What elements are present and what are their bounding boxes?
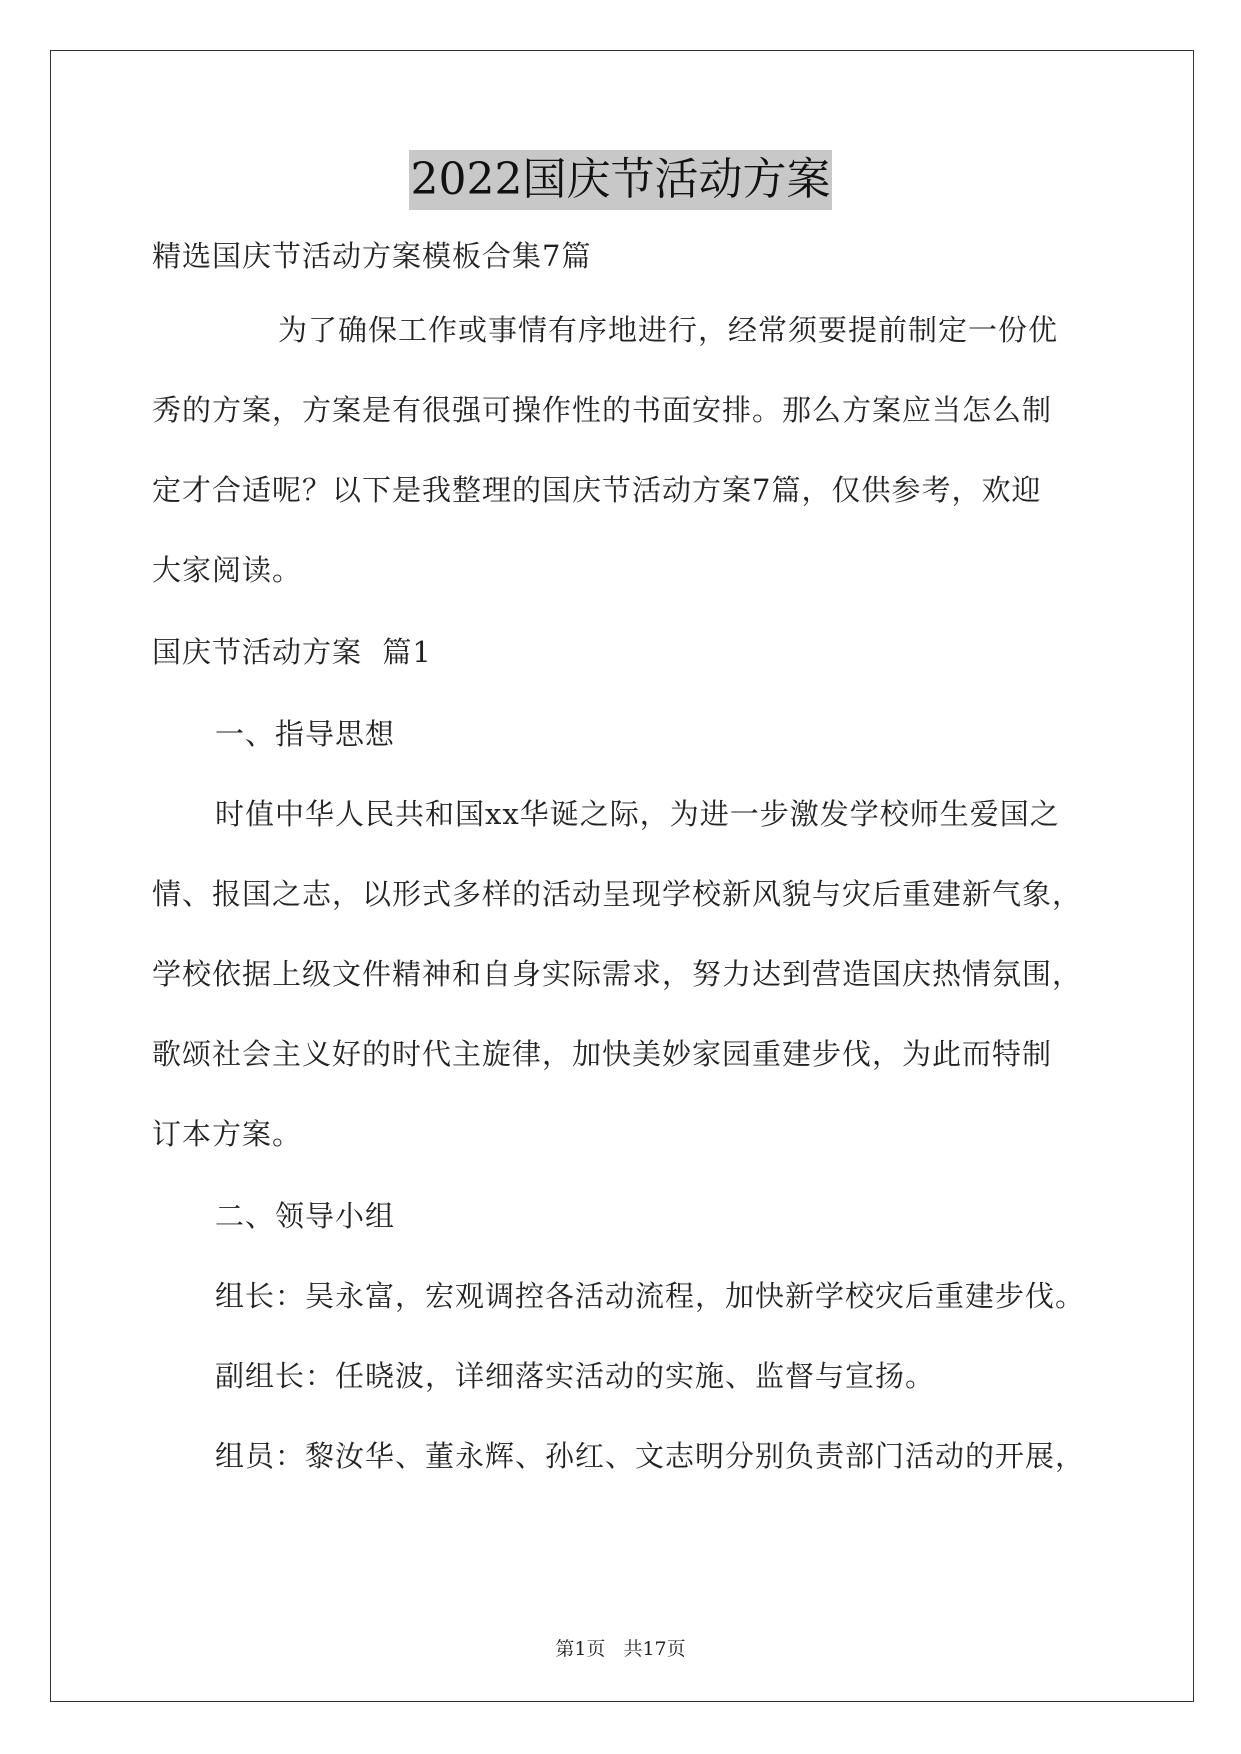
section1-line: 时值中华人民共和国xx华诞之际，为进一步激发学校师生爱国之 xyxy=(215,797,1060,831)
section1-line: 情、报国之志，以形式多样的活动呈现学校新风貌与灾后重建新气象， xyxy=(152,877,1083,911)
section1-paragraph xyxy=(152,774,1092,1174)
member-line: 副组长：任晓波，详细落实活动的实施、监督与宣扬。 xyxy=(215,1359,936,1393)
member-line: 组员：黎汝华、董永辉、孙红、文志明分别负责部门活动的开展， xyxy=(215,1439,1086,1473)
section1-line: 订本方案。 xyxy=(152,1117,303,1151)
document-subtitle: 精选国庆节活动方案模板合集7篇 xyxy=(152,239,592,273)
page-footer xyxy=(0,1634,1241,1661)
section1-line: 学校依据上级文件精神和自身实际需求，努力达到营造国庆热情氛围， xyxy=(152,957,1083,991)
document-body xyxy=(152,236,1092,1516)
document-title: 2022国庆节活动方案 xyxy=(409,150,833,210)
section-heading-leadership-group: 二、领导小组 xyxy=(215,1199,396,1233)
section1-line: 歌颂社会主义好的时代主旋律，加快美妙家园重建步伐，为此而特制 xyxy=(152,1037,1053,1071)
section-heading-guiding-thought: 一、指导思想 xyxy=(215,717,396,751)
intro-line: 定才合适呢？以下是我整理的国庆节活动方案7篇，仅供参考，欢迎 xyxy=(152,473,1042,507)
page-number-current: 第1页 xyxy=(555,1638,606,1660)
intro-line: 大家阅读。 xyxy=(152,553,303,587)
member-line: 组长：吴永富，宏观调控各活动流程，加快新学校灾后重建步伐。 xyxy=(215,1279,1086,1313)
intro-line: 秀的方案，方案是有很强可操作性的书面安排。那么方案应当怎么制 xyxy=(152,393,1053,427)
intro-line: 为了确保工作或事情有序地进行，经常须要提前制定一份优 xyxy=(278,313,1059,347)
title-wrap xyxy=(0,150,1241,210)
part-heading: 国庆节活动方案 篇1 xyxy=(152,635,432,669)
intro-paragraph xyxy=(152,290,1092,610)
page-number-total: 共17页 xyxy=(623,1638,686,1660)
